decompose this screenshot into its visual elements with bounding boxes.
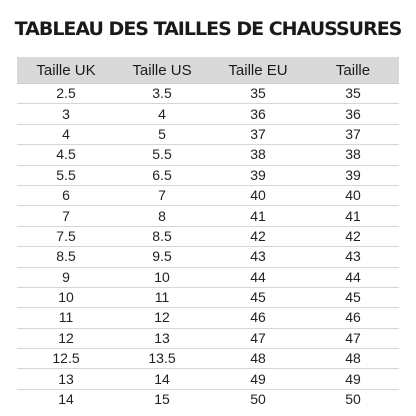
cell-uk: 4.5 [17, 145, 115, 165]
cell-size: 47 [307, 328, 399, 348]
cell-uk: 14 [58, 391, 74, 408]
cell-uk: 8.5 [17, 247, 115, 267]
cell-uk: 3 [17, 104, 115, 124]
cell-us: 5 [115, 124, 209, 144]
cell-uk: 5.5 [17, 165, 115, 185]
cell-size: 42 [307, 226, 399, 246]
cell-uk: 7.5 [17, 226, 115, 246]
size-table-body [17, 84, 399, 410]
cell-size: 35 [307, 84, 399, 104]
cell-size: 45 [307, 287, 399, 307]
cell-size: 37 [307, 124, 399, 144]
cell-size: 46 [307, 308, 399, 328]
cell-size: 41 [307, 206, 399, 226]
cell-us: 3.5 [115, 84, 209, 104]
cell-uk: 6 [17, 185, 115, 205]
table-row [17, 104, 399, 124]
cell-us: 15 [154, 391, 170, 408]
table-row [17, 287, 399, 307]
table-row [17, 369, 399, 389]
cell-eu: 44 [209, 267, 307, 287]
cell-eu: 41 [209, 206, 307, 226]
cell-us: 9.5 [115, 247, 209, 267]
cell-us: 6.5 [115, 165, 209, 185]
cell-uk: 7 [17, 206, 115, 226]
table-row [17, 206, 399, 226]
cell-size: 40 [307, 185, 399, 205]
table-row [17, 165, 399, 185]
cell-eu: 47 [209, 328, 307, 348]
cell-eu: 40 [209, 185, 307, 205]
cell-us: 8.5 [115, 226, 209, 246]
header-row [17, 57, 399, 84]
cell-uk: 2.5 [17, 84, 115, 104]
header-eu: Taille EU [209, 57, 307, 84]
cell-size: 43 [307, 247, 399, 267]
cell-size: 50 [345, 391, 361, 408]
cell-eu: 46 [209, 308, 307, 328]
header-uk: Taille UK [17, 57, 115, 84]
cell-uk: 9 [17, 267, 115, 287]
cell-size: 39 [307, 165, 399, 185]
table-row [17, 226, 399, 246]
cell-uk: 11 [17, 308, 115, 328]
cell-eu: 42 [209, 226, 307, 246]
size-table [17, 57, 399, 409]
cell-uk: 13 [17, 369, 115, 389]
table-row [17, 349, 399, 369]
cell-us: 13 [115, 328, 209, 348]
cell-eu: 45 [209, 287, 307, 307]
cell-us: 14 [115, 369, 209, 389]
header-size: Taille [307, 57, 399, 84]
table-row [17, 247, 399, 267]
cell-us: 5.5 [115, 145, 209, 165]
cell-uk: 10 [17, 287, 115, 307]
cell-uk: 12 [17, 328, 115, 348]
cell-uk: 4 [17, 124, 115, 144]
cell-eu: 39 [209, 165, 307, 185]
cell-eu: 49 [209, 369, 307, 389]
cell-us: 13.5 [115, 349, 209, 369]
cell-eu: 37 [209, 124, 307, 144]
cell-us: 8 [115, 206, 209, 226]
cell-us: 10 [115, 267, 209, 287]
size-table-header [17, 57, 399, 84]
table-row [17, 328, 399, 348]
cell-eu: 38 [209, 145, 307, 165]
table-row [17, 145, 399, 165]
cell-eu: 35 [209, 84, 307, 104]
cell-us: 7 [115, 185, 209, 205]
cell-us: 11 [115, 287, 209, 307]
cell-eu: 36 [209, 104, 307, 124]
table-row [17, 84, 399, 104]
table-row [17, 308, 399, 328]
table-row [17, 185, 399, 205]
table-row [17, 124, 399, 144]
cell-eu: 48 [209, 349, 307, 369]
cell-uk: 12.5 [17, 349, 115, 369]
cell-eu: 50 [250, 391, 266, 408]
cell-eu: 43 [209, 247, 307, 267]
cell-size: 49 [307, 369, 399, 389]
cell-us: 12 [115, 308, 209, 328]
cell-size: 38 [307, 145, 399, 165]
cell-size: 36 [307, 104, 399, 124]
cell-us: 4 [115, 104, 209, 124]
header-us: Taille US [115, 57, 209, 84]
chart-title: TABLEAU DES TAILLES DE CHAUSSURES [14, 18, 402, 40]
cell-size: 48 [307, 349, 399, 369]
table-row [17, 267, 399, 287]
table-row [17, 389, 399, 409]
cell-size: 44 [307, 267, 399, 287]
